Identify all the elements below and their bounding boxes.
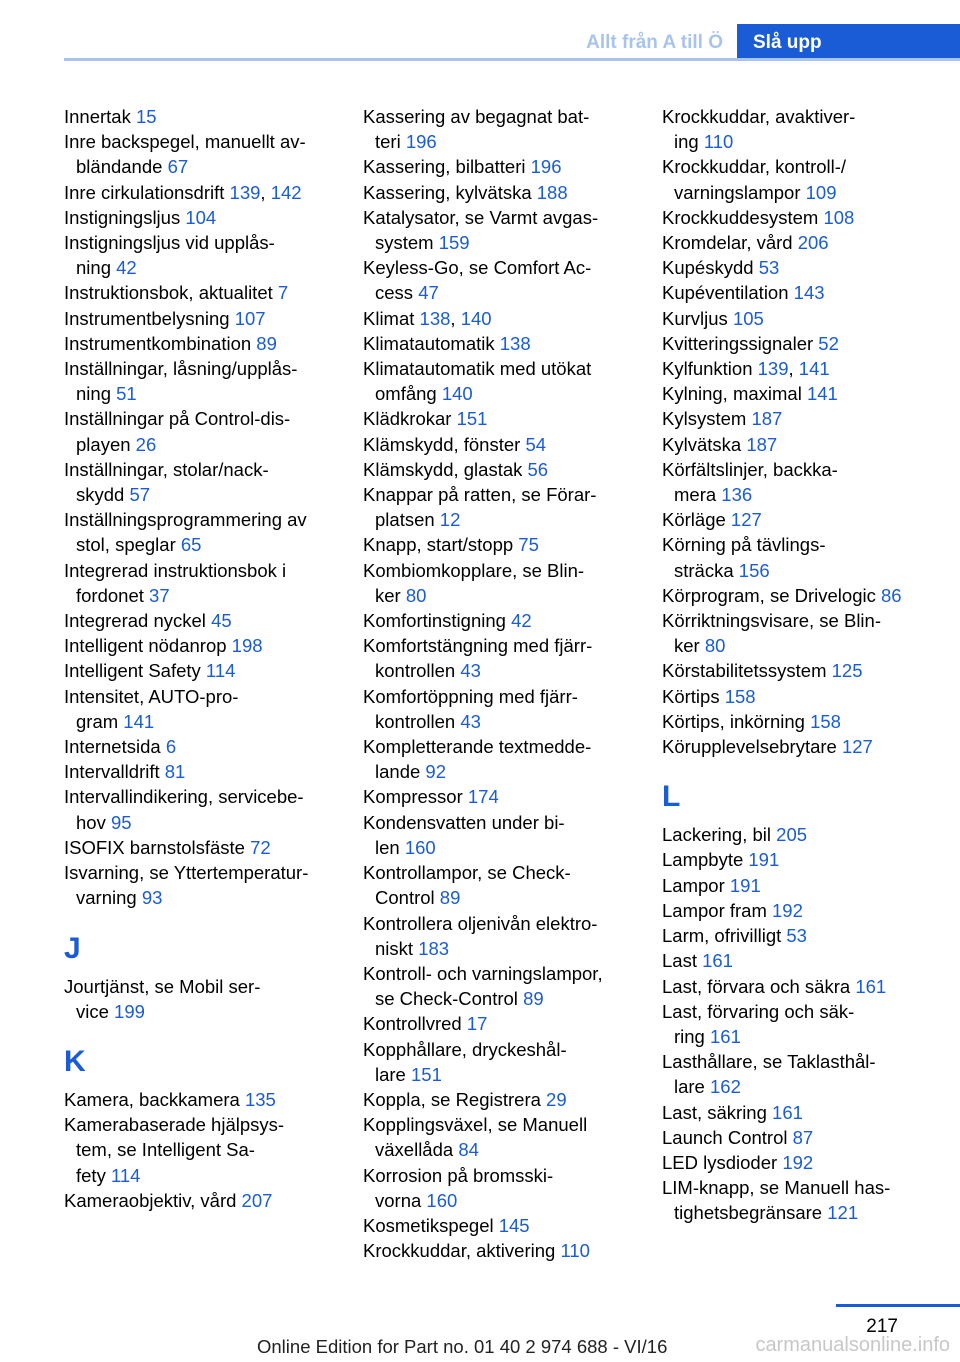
page-link[interactable]: 15: [136, 106, 157, 127]
page-link[interactable]: 95: [110, 811, 132, 833]
page-link[interactable]: 161: [702, 950, 733, 972]
index-entry: [64, 1188, 339, 1213]
page-link[interactable]: 107: [234, 307, 266, 329]
index-term: Larm, ofrivilligt: [662, 925, 782, 947]
index-entry: [64, 734, 339, 759]
page-link[interactable]: 80: [405, 584, 427, 606]
page-link[interactable]: 127: [730, 509, 762, 531]
index-entry: [363, 1213, 638, 1238]
index-entry: [662, 974, 937, 999]
page-link[interactable]: 141: [123, 710, 155, 732]
page-link[interactable]: 145: [498, 1214, 530, 1236]
page-link[interactable]: 86: [881, 584, 902, 606]
index-term: Kamera, backkamera: [64, 1088, 240, 1110]
index-entry: [64, 230, 339, 280]
index-entry: [662, 822, 937, 847]
page-link[interactable]: 57: [129, 484, 151, 506]
index-entry: [662, 923, 937, 948]
index-entry: [363, 205, 638, 255]
index-entry: [662, 230, 937, 255]
index-entry: [64, 860, 339, 910]
page-link[interactable]: 205: [776, 824, 808, 846]
index-entry: [662, 948, 937, 973]
page-link[interactable]: 65: [180, 534, 202, 556]
index-entry: [662, 999, 937, 1049]
index-entry: Inre cirkulationsdrift 139, 142: [64, 181, 302, 203]
page-link[interactable]: 187: [751, 408, 783, 430]
index-term: Kontrollera oljenivån elektro- niskt: [363, 912, 598, 959]
index-entry: [662, 154, 937, 204]
page-link[interactable]: 158: [810, 710, 841, 732]
index-entry: [64, 331, 339, 356]
page-link[interactable]: 45: [211, 610, 232, 632]
page-link[interactable]: 53: [758, 257, 780, 279]
index-term: Körläge: [662, 509, 726, 531]
index-entry: [64, 104, 339, 129]
page-link[interactable]: 140: [460, 307, 492, 329]
page-link[interactable]: 67: [167, 156, 189, 178]
index-entry: [363, 532, 638, 557]
index-term: Körstabilitetssystem: [662, 660, 827, 682]
index-entry: [363, 432, 638, 457]
index-term: Intervallindikering, servicebe- hov: [64, 786, 304, 833]
index-term: Kassering, bilbatteri: [363, 156, 526, 178]
index-entry: [363, 558, 638, 608]
index-entry: [64, 784, 339, 834]
index-term: Kompletterande textmedde- lande: [363, 736, 592, 783]
index-entry: [363, 784, 638, 809]
page-link[interactable]: 89: [439, 887, 461, 909]
page-link[interactable]: 162: [710, 1076, 741, 1098]
index-entry: [662, 583, 937, 608]
index-entry: [64, 1087, 339, 1112]
footer-rule: [836, 1304, 960, 1307]
page-link[interactable]: 192: [772, 899, 803, 921]
page-link[interactable]: 37: [149, 584, 170, 606]
page-link[interactable]: 114: [205, 660, 236, 682]
page-link[interactable]: 191: [729, 874, 761, 896]
page-link[interactable]: 161: [772, 1101, 803, 1123]
index-entry: [662, 847, 937, 872]
index-term: Inre cirkulationsdrift: [64, 181, 225, 203]
page-link[interactable]: 53: [786, 925, 807, 947]
index-term: Kassering av begagnat bat- teri: [363, 106, 590, 153]
page-link[interactable]: 42: [511, 610, 532, 632]
page-link[interactable]: 114: [110, 1164, 141, 1186]
page-link[interactable]: 17: [466, 1013, 488, 1035]
index-entry: [64, 280, 339, 305]
index-term: Körfältslinjer, backka- mera: [662, 458, 838, 506]
index-term: Last, förvara och säkra: [662, 975, 851, 997]
index-entry: [363, 406, 638, 431]
index-entry: [64, 974, 339, 1024]
index-term: Körriktningsvisare, se Blin- ker: [662, 610, 881, 657]
index-term: Integrerad nyckel: [64, 610, 206, 632]
page-link[interactable]: 51: [116, 383, 137, 405]
page-link[interactable]: 7: [277, 282, 289, 304]
page-link[interactable]: 174: [467, 786, 499, 808]
page-link[interactable]: 206: [797, 232, 829, 254]
page-link[interactable]: 136: [721, 484, 753, 506]
page-link[interactable]: 26: [135, 433, 157, 455]
index-term: Intelligent Safety: [64, 660, 201, 682]
index-term: Innertak: [64, 106, 131, 127]
page-link[interactable]: 196: [530, 156, 562, 178]
index-term: Körning på tävlings- sträcka: [662, 534, 826, 581]
index-entry: Kylfunktion 139, 141: [662, 358, 830, 380]
index-term: Lampbyte: [662, 849, 744, 871]
index-term: Kvitteringssignaler: [662, 332, 814, 354]
index-entry: [64, 684, 339, 734]
index-entry: [363, 684, 638, 734]
index-term: Launch Control: [662, 1126, 788, 1148]
page-link[interactable]: 6: [165, 736, 177, 758]
index-entry: [662, 608, 937, 658]
page-link[interactable]: 56: [527, 458, 549, 480]
index-term: Lackering, bil: [662, 824, 772, 846]
index-term: Intensitet, AUTO-pro- gram: [64, 685, 239, 732]
index-entry: [662, 898, 937, 923]
page-link[interactable]: 160: [404, 836, 436, 858]
index-term: Intervalldrift: [64, 761, 160, 783]
index-entry: [64, 658, 339, 683]
index-term: Krockkuddar, avaktiver- ing: [662, 106, 856, 153]
index-entry: [64, 306, 339, 331]
index-entry: [363, 961, 638, 1011]
index-term: Knappar på ratten, se Förar- platsen: [363, 484, 597, 531]
index-entry: [662, 709, 937, 734]
index-entry: [64, 507, 339, 557]
page-link[interactable]: 80: [704, 635, 726, 657]
index-letter-heading: L: [662, 780, 681, 814]
index-entry: [363, 860, 638, 910]
page-link[interactable]: 89: [256, 332, 277, 354]
index-term: Kameraobjektiv, vård: [64, 1189, 237, 1211]
index-entry: [363, 482, 638, 532]
index-term: Kupéventilation: [662, 282, 789, 304]
lookup-tab[interactable]: Slå upp: [737, 24, 960, 61]
index-entry: [662, 873, 937, 898]
page-link[interactable]: 156: [738, 559, 770, 581]
page-link[interactable]: 207: [241, 1189, 273, 1211]
index-term: Instrumentkombination: [64, 332, 252, 354]
index-entry: [363, 911, 638, 961]
page-link[interactable]: 191: [748, 849, 780, 871]
page-link[interactable]: 89: [523, 988, 544, 1010]
page-link[interactable]: 151: [411, 1063, 442, 1085]
index-term: Krockkuddesystem: [662, 206, 819, 228]
index-term: Last, förvaring och säk- ring: [662, 1000, 855, 1047]
index-entry: [363, 104, 638, 154]
index-term: Isvarning, se Yttertemperatur- varning: [64, 862, 309, 909]
index-entry: [363, 1011, 638, 1036]
index-term: Kylsystem: [662, 408, 747, 430]
page-link[interactable]: 188: [536, 181, 568, 203]
index-term: Katalysator, se Varmt avgas- system: [363, 206, 599, 254]
index-entry: [64, 129, 339, 179]
index-entry: [64, 558, 339, 608]
page-link[interactable]: 93: [141, 887, 163, 909]
index-term: Kondensvatten under bi- len: [363, 811, 565, 858]
index-term: Komfortstängning med fjärr- kontrollen: [363, 635, 593, 682]
index-term: Komfortinstigning: [363, 610, 506, 632]
index-term: Keyless-Go, se Comfort Ac- cess: [363, 257, 592, 304]
index-term: Internetsida: [64, 736, 161, 758]
index-term: Inställningsprogrammering av stol, speglar: [64, 509, 307, 556]
index-entry: [363, 810, 638, 860]
index-term: Kamerabaserade hjälpsys- tem, se Intelligent Sa- fety: [64, 1114, 285, 1186]
page-link[interactable]: 125: [831, 660, 863, 682]
index-term: Instruktionsbok, aktualitet: [64, 282, 273, 304]
index-entry: [64, 356, 339, 406]
index-term: Jourtjänst, se Mobil ser- vice: [64, 975, 261, 1022]
index-entry: [662, 255, 937, 280]
index-entry: [662, 507, 937, 532]
index-entry: [662, 1100, 937, 1125]
index-term: Kopplingsväxel, se Manuell växellåda: [363, 1114, 588, 1161]
index-entry: [64, 608, 339, 633]
index-entry: [363, 633, 638, 683]
index-entry: [662, 406, 937, 431]
index-term: Instrumentbelysning: [64, 307, 230, 329]
page-link[interactable]: 141: [798, 358, 830, 380]
page-link[interactable]: 138: [499, 332, 531, 354]
index-term: Inställningar, stolar/nack- skydd: [64, 458, 269, 506]
index-term: ISOFIX barnstolsfäste: [64, 836, 245, 858]
page-link[interactable]: 75: [518, 534, 539, 556]
index-term: Körtips, inkörning: [662, 710, 805, 732]
index-term: Lampor: [662, 874, 725, 896]
index-entry: Klimat 138, 140: [363, 307, 492, 329]
index-term: Kurvljus: [662, 307, 728, 329]
index-entry: [363, 1163, 638, 1213]
index-entry: [662, 532, 937, 582]
index-term: Komfortöppning med fjärr- kontrollen: [363, 685, 578, 732]
index-term: Körupplevelsebrytare: [662, 736, 837, 758]
page-link[interactable]: 47: [418, 282, 439, 304]
index-entry: [64, 759, 339, 784]
index-entry: [662, 1150, 937, 1175]
index-term: Körprogram, se Drivelogic: [662, 584, 876, 606]
page-link[interactable]: 84: [458, 1139, 479, 1161]
index-entry: [64, 633, 339, 658]
index-term: Kupéskydd: [662, 257, 754, 279]
page-number: 217: [866, 1316, 898, 1337]
index-term: Krockkuddar, aktivering: [363, 1240, 556, 1262]
index-term: Kopphållare, dryckeshål- lare: [363, 1038, 567, 1085]
index-term: Last, säkring: [662, 1101, 767, 1123]
page-link[interactable]: 81: [164, 761, 186, 783]
index-term: Kompressor: [363, 786, 463, 808]
index-entry: [662, 280, 937, 305]
page-link[interactable]: 159: [438, 232, 470, 254]
index-entry: [363, 734, 638, 784]
page-link[interactable]: 142: [270, 181, 302, 203]
watermark: carmanualsonline.info: [755, 1334, 950, 1356]
page-link[interactable]: 42: [116, 257, 137, 279]
page-link[interactable]: 52: [818, 332, 839, 354]
index-term: Klimatautomatik: [363, 332, 495, 354]
index-entry: [363, 331, 638, 356]
edition-text: Online Edition for Part no. 01 40 2 974 688 - VI/16: [257, 1336, 668, 1357]
index-column-2: [363, 104, 638, 1263]
index-entry: [363, 1238, 638, 1263]
index-entry: [662, 432, 937, 457]
page-link[interactable]: 12: [439, 509, 461, 531]
index-term: Klimatautomatik med utökat omfång: [363, 358, 592, 405]
page-link[interactable]: 158: [724, 685, 756, 707]
page-link[interactable]: 183: [418, 937, 450, 959]
index-term: Knapp, start/stopp: [363, 534, 514, 556]
index-entry: [662, 306, 937, 331]
index-term: Kylfunktion: [662, 358, 753, 380]
index-term: Kylning, maximal: [662, 383, 802, 405]
index-term: LED lysdioder: [662, 1151, 778, 1173]
page-link[interactable]: 72: [250, 836, 271, 858]
index-term: Integrerad instruktionsbok i fordonet: [64, 559, 287, 606]
page-link[interactable]: 135: [244, 1088, 276, 1110]
index-term: Kombiomkopplare, se Blin- ker: [363, 559, 585, 606]
index-term: Klämskydd, glastak: [363, 458, 523, 480]
index-entry: [662, 331, 937, 356]
index-term: Körtips: [662, 685, 720, 707]
page-link[interactable]: 108: [823, 206, 855, 228]
index-entry: [662, 1125, 937, 1150]
index-term: Inre backspegel, manuellt av- bländande: [64, 131, 306, 178]
index-term: Intelligent nödanrop: [64, 635, 227, 657]
page-link[interactable]: 143: [793, 282, 825, 304]
index-term: Inställningar på Control-dis- playen: [64, 408, 291, 455]
index-term: Instigningsljus: [64, 206, 181, 228]
index-term: Kontrollampor, se Check- Control: [363, 862, 571, 909]
index-entry: [363, 1037, 638, 1087]
index-entry: [662, 381, 937, 406]
index-entry: [64, 457, 339, 507]
page-link[interactable]: 105: [732, 307, 764, 329]
index-letter-heading: J: [64, 931, 81, 965]
index-term: Klimat: [363, 307, 415, 329]
index-entry: [363, 1087, 638, 1112]
page-link[interactable]: 192: [782, 1151, 814, 1173]
page-link[interactable]: 198: [231, 635, 263, 657]
page-link[interactable]: 43: [460, 660, 481, 682]
index-entry: [662, 457, 937, 507]
index-term: Kylvätska: [662, 433, 742, 455]
index-entry: [662, 1049, 937, 1099]
page-link[interactable]: 141: [806, 383, 838, 405]
index-term: Kromdelar, vård: [662, 232, 793, 254]
page-link[interactable]: 160: [426, 1189, 458, 1211]
index-entry: [64, 406, 339, 456]
index-entry: [662, 684, 937, 709]
index-term: Kassering, kylvätska: [363, 181, 532, 203]
page-link[interactable]: 109: [805, 181, 837, 203]
index-entry: [662, 104, 937, 154]
page-link[interactable]: 196: [405, 131, 437, 153]
page-link[interactable]: 43: [460, 710, 481, 732]
page-link[interactable]: 140: [441, 383, 473, 405]
page-link[interactable]: 151: [456, 408, 488, 430]
index-term: Last: [662, 950, 697, 972]
page-link[interactable]: 187: [746, 433, 778, 455]
page-link[interactable]: 127: [841, 736, 873, 758]
index-column-1: [64, 104, 339, 1213]
index-entry: [64, 1112, 339, 1188]
index-term: Klämskydd, fönster: [363, 433, 521, 455]
index-entry: [363, 1112, 638, 1162]
page-link[interactable]: 54: [525, 433, 547, 455]
index-entry: [363, 356, 638, 406]
index-term: Kosmetikspegel: [363, 1214, 494, 1236]
page-link[interactable]: 104: [185, 206, 217, 228]
index-term: LIM-knapp, se Manuell has- tighetsbegränsare: [662, 1177, 891, 1224]
page-link[interactable]: 161: [855, 975, 887, 997]
index-term: Instigningsljus vid upplås- ning: [64, 232, 275, 279]
index-term: Koppla, se Registrera: [363, 1088, 541, 1110]
page-header: [64, 24, 960, 61]
index-letter-heading: K: [64, 1044, 86, 1078]
index-entry: [363, 255, 638, 305]
page-link[interactable]: 139: [229, 181, 261, 203]
page-link[interactable]: 110: [560, 1240, 590, 1262]
index-term: Krockkuddar, kontroll-/ varningslampor: [662, 156, 847, 203]
section-tab[interactable]: Allt från A till Ö: [586, 32, 723, 53]
index-entry: [363, 180, 638, 205]
index-entry: [363, 457, 638, 482]
index-term: Klädkrokar: [363, 408, 452, 430]
index-entry: [64, 205, 339, 230]
page-link[interactable]: 139: [757, 358, 789, 380]
index-term: Kontrollvred: [363, 1013, 462, 1035]
index-term: Inställningar, låsning/upplås- ning: [64, 358, 298, 405]
index-entry: [662, 205, 937, 230]
index-entry: [64, 835, 339, 860]
page-link[interactable]: 161: [710, 1025, 741, 1047]
index-column-3: [662, 104, 937, 1226]
index-term: Lampor fram: [662, 899, 767, 921]
index-entry: [363, 154, 638, 179]
page-link[interactable]: 199: [114, 1000, 145, 1022]
index-term: Kontroll- och varningslampor, se Check-Control: [363, 962, 603, 1010]
header-rule: [64, 58, 960, 61]
page-link[interactable]: 110: [703, 131, 734, 153]
page-link[interactable]: 138: [419, 307, 451, 329]
index-entry: [363, 608, 638, 633]
index-entry: [662, 1175, 937, 1225]
page-link[interactable]: 29: [546, 1088, 567, 1110]
page-link[interactable]: 87: [792, 1126, 814, 1148]
index-entry: [662, 734, 937, 759]
index-term: Lasthållare, se Taklasthål- lare: [662, 1051, 876, 1098]
index-term: Korrosion på bromsski- vorna: [363, 1164, 554, 1211]
page-link[interactable]: 92: [425, 761, 446, 783]
page-link[interactable]: 121: [827, 1202, 859, 1224]
index-entry: [662, 658, 937, 683]
